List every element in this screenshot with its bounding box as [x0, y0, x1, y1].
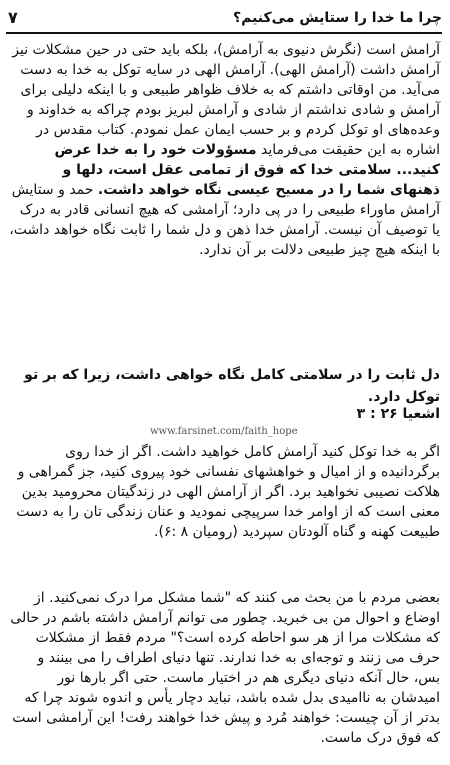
chapter-title: چرا ما خدا را ستایش می‌کنیم؟ — [232, 10, 442, 26]
paragraph-peace — [8, 40, 440, 260]
scripture-quote: مسؤولات خود را به خدا عرض کنید... سلامتی خدا که فوق از تمامی عقل است، دلها و ذهنهای شما را در مسیح عیسی نگاه خواهد داشت. — [54, 142, 440, 198]
paragraph-text: آرامش است (نگرش دنیوی به آرامش)، بلکه باید حتی در حین مشکلات نیز آرامش داشت (آرامش الهی). آرامش الهی در سایه توکل به خدا به دست می‌آید. من اوقاتی داشتم که به خلاف ظواهر طبیعی و با اینکه دلیلی برای آرامش و شادی نداشتم از شادی و آرامش لبریز بودم چراکه به خداوند و وعده‌های او توکل کردم و بر حسب ایمان عمل نمودم. کتاب مقدس در اشاره به این حقیقت می‌فرماید — [12, 42, 440, 158]
paragraph-problems: بعضی مردم با من بحث می کنند که "شما مشکل مرا درک نمی‌کنید. از اوضاع و احوال من بی خبرید. چطور می توانم آرامش داشته باشم در حالی که مشکلات مرا از هر سو احاطه کرده است؟" مردم فقط از مشکلات حرف می زنند و توجه‌ای به خدا ندارند. تنها دنیای اطراف را می بینند و بس، حال آنکه دنیای دیگری هم در اختیار ماست. حتی اگر بارها نور امیدشان به ناامیدی بدل شده باشد، نباید دچار یأس و اندوه شوند چرا که بدتر از آن چیست: خواهند مُرد و پیش خدا خواهند رفت! این آرامشی است که فوق درک ماست. — [10, 590, 440, 746]
verse-reference: اشعیا ۲۶ : ۳ — [356, 406, 440, 422]
watermark-url: www.farsinet.com/faith_hope — [150, 426, 298, 437]
paragraph-text: حمد و ستایش آرامش ماوراء طبیعی را در پی دارد؛ آرامشی که هیچ انسانی قادر به درک یا توصیف آن نیست. آرامش خدا ذهن و دل شما را ثابت نگاه خواهد داشت، با اینکه هیچ چیز طبیعی دلالت بر آن ندارد. — [9, 182, 440, 258]
page-header — [6, 6, 442, 34]
page-number: ۷ — [8, 8, 18, 27]
paragraph-trust: اگر به خدا توکل کنید آرامش کامل خواهید داشت. اگر از خدا روی برگردانیده و از امیال و خواهشهای نفسانی خود پیروی کنید، جز گمراهی و هلاکت نصیبی نخواهید برد. اگر از آرامش الهی در زندگیتان محرومید بدین معنی است که از اوامر خدا سرپیچی نمودید و عنان زندگی تان را به دست طبیعت کهنه و گناه آلودتان سپردید (رومیان ۸ :۶). — [16, 444, 440, 540]
featured-verse: دل ثابت را در سلامتی کامل نگاه خواهی داشت، زیرا که بر تو توکل دارد. — [24, 367, 440, 405]
